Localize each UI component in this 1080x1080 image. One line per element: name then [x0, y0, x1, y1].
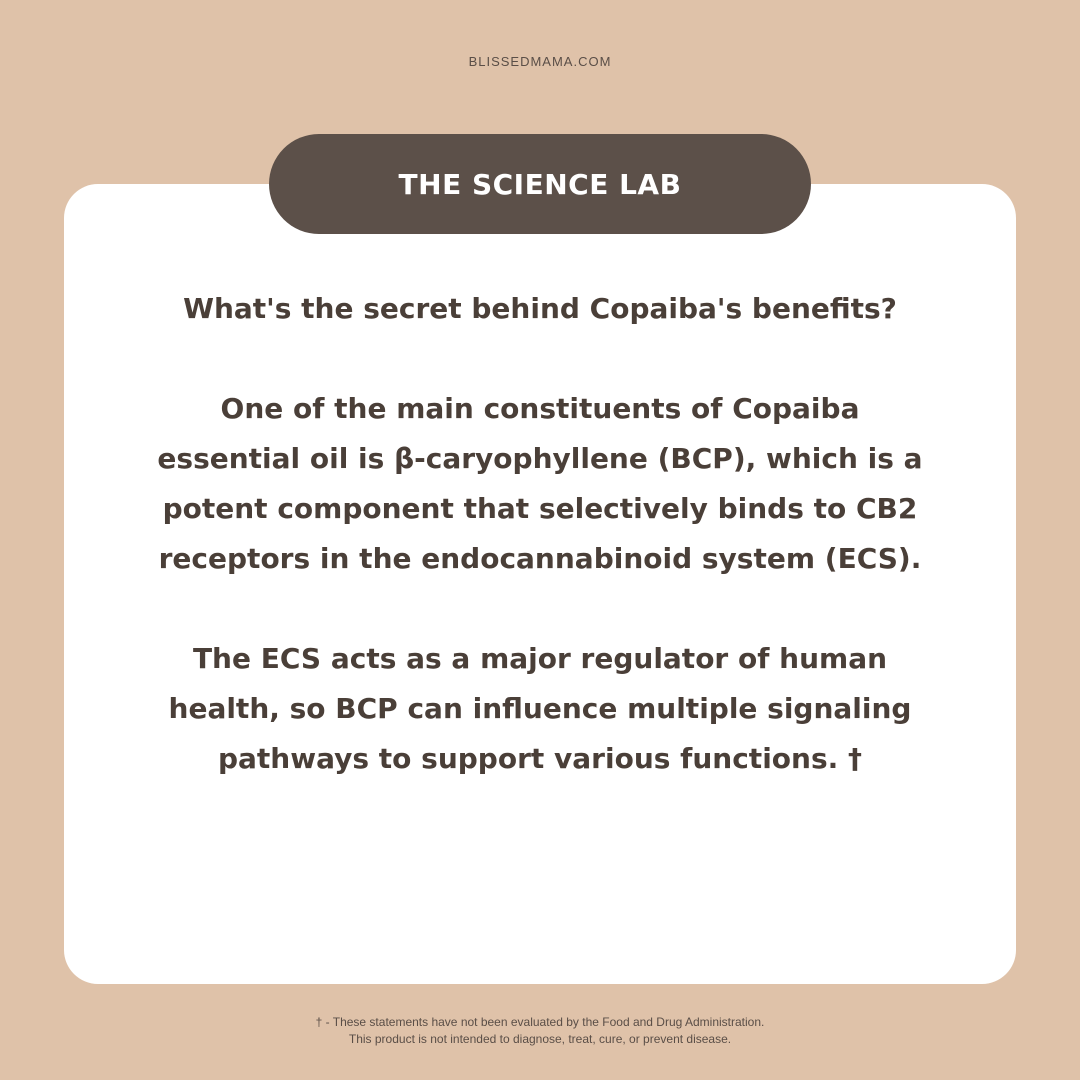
question-heading: What's the secret behind Copaiba's benefits?: [183, 292, 897, 325]
site-url: BLISSEDMAMA.COM: [468, 54, 612, 69]
section-title: THE SCIENCE LAB: [398, 167, 682, 201]
section-badge: [269, 134, 811, 234]
paragraph-bcp: One of the main constituents of Copaiba essential oil is β-caryophyllene (BCP), which is a potent component that selectively binds to CB2 receptors in the endocannabinoid system (ECS).: [157, 392, 923, 575]
card-body: [154, 284, 926, 784]
spacer: [154, 584, 926, 634]
paragraph-ecs: The ECS acts as a major regulator of human health, so BCP can influence multiple signaling pathways to support various functions. †: [168, 642, 912, 775]
spacer: [154, 334, 926, 384]
fda-disclaimer: [0, 1014, 1080, 1048]
disclaimer-line-2: This product is not intended to diagnose, treat, cure, or prevent disease.: [348, 1032, 732, 1046]
disclaimer-line-1: † - These statements have not been evaluated by the Food and Drug Administration.: [315, 1015, 765, 1029]
